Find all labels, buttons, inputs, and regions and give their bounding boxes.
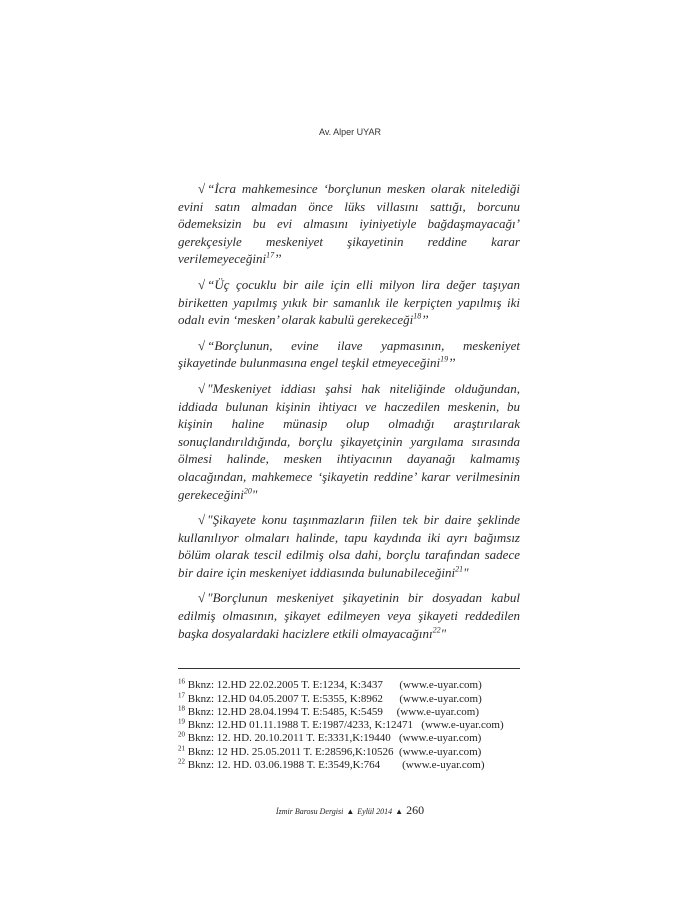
footnotes: [178, 679, 538, 772]
footnote-number: 17: [178, 690, 185, 699]
paragraph-text: "Meskeniyet iddiası şahsi hak niteliğinde olduğundan, iddiada bulunan kişinin ihtiyacı ve haczedilen meskenin, bu kişinin haline münasip olup olmadığı araştırılarak sonuçlandırıldığında, borçlu şikayetçinin yargılama sırasında ölmesi halinde, mesken ihtiyacının dayanağı kalmamış olacağından, mahkemece ‘şikayetin reddine’ karar verilmesinin gerekeceğini: [178, 380, 520, 502]
footnote-text: Bknz: 12. HD. 03.06.1988 T. E:3549,K:764 (www.e-uyar.com): [185, 759, 485, 772]
running-header: Av. Alper UYAR: [318, 127, 382, 137]
footnote-ref: 17: [266, 251, 275, 261]
issue-date: Eylül 2014: [357, 807, 393, 817]
footnote-divider: [178, 668, 520, 669]
checkmark-icon: √: [198, 181, 206, 196]
separator-icon: ▲: [346, 807, 355, 817]
checkmark-icon: √: [198, 512, 206, 528]
separator-icon: ▲: [395, 807, 404, 817]
footnote-ref: 19: [440, 355, 449, 365]
footnote-number: 19: [178, 717, 185, 726]
footnote-text: Bknz: 12.HD 04.05.2007 T. E:5355, K:8962 (www.e-uyar.com): [185, 692, 482, 705]
footnote: [178, 706, 538, 719]
checkmark-icon: √: [198, 380, 206, 396]
quote-paragraph: [178, 380, 520, 503]
page-number: 260: [406, 803, 425, 818]
footnote-text: Bknz: 12. HD. 20.10.2011 T. E:3331,K:19440 (www.e-uyar.com): [185, 732, 482, 745]
footnote-text: Bknz: 12.HD 22.02.2005 T. E:1234, K:3437 (www.e-uyar.com): [185, 679, 482, 692]
footnote-text: Bknz: 12.HD 28.04.1994 T. E:5485, K:5459 (www.e-uyar.com): [185, 705, 480, 718]
quote-paragraph: [178, 589, 520, 642]
quote-paragraph: [178, 511, 520, 581]
checkmark-icon: √: [198, 276, 206, 292]
paragraph-text: "Borçlunun meskeniyet şikayetinin bir dosyadan kabul edilmiş olmasının, şikayet edilmeyen veya şikayeti reddedilen başka dosyalardaki hacizlere etkili olmayacağını: [178, 590, 520, 641]
journal-name: İzmir Barosu Dergisi: [275, 807, 344, 817]
footnote-ref: 21: [455, 564, 464, 574]
footnote: [178, 759, 538, 772]
paragraph-text: “Üç çocuklu bir aile için elli milyon lira değer taşıyan biriketten yapılmış yıkık bir samanlık ile kerpiçten yapılmış iki odalı evin ‘mesken’ olarak kabulü gerekeceği: [178, 276, 520, 328]
footnote-number: 16: [178, 677, 185, 686]
footnote-ref: 18: [413, 311, 422, 321]
footnote-number: 21: [178, 744, 185, 753]
checkmark-icon: √: [198, 337, 206, 353]
footnote: [178, 679, 538, 692]
paragraph-text: “İcra mahkemesince ‘borçlunun mesken olarak nitelediği evini satın almadan önce lüks villasını sattığı, borcunu ödemeksizin bu evi almasını iyiniyetiyle bağdaşmayacağı’ gerekçesiyle meskeniyet şikayetinin reddine karar verilemeyeceğini: [178, 181, 520, 267]
closing-quote: ": [440, 625, 447, 641]
footnote-number: 22: [178, 757, 185, 766]
quote-paragraph: [178, 337, 520, 372]
quote-paragraph: [178, 180, 520, 268]
closing-quote: ": [251, 486, 258, 502]
quote-paragraph: [178, 276, 520, 329]
closing-quote: ’’: [421, 312, 429, 328]
footnote-text: Bknz: 12 HD. 25.05.2011 T. E:28596,K:10526 (www.e-uyar.com): [185, 745, 482, 758]
footnote: [178, 690, 538, 706]
paragraph-text: "Şikayete konu taşınmazların fiilen tek bir daire şeklinde kullanılıyor olmaları halinde, tapu kaydında iki ayrı bağımsız bölüm olarak tescil edilmiş olsa dahi, borçlu tarafından sadece bir daire için meskeniyet iddiasında bulunabileceğini: [178, 512, 520, 580]
footnote-text: Bknz: 12.HD 01.11.1988 T. E:1987/4233, K:12471 (www.e-uyar.com): [185, 719, 504, 732]
footnote: [178, 732, 538, 745]
footnote-ref: 20: [243, 486, 252, 496]
footnote-number: 20: [178, 730, 185, 739]
footnote: [178, 719, 538, 732]
footnote-number: 18: [178, 704, 185, 713]
closing-quote: ’’: [274, 251, 282, 267]
body-text: [178, 180, 520, 642]
closing-quote: ’’: [448, 355, 456, 371]
footnote: [178, 746, 538, 759]
page-footer: [0, 802, 700, 820]
footnote-ref: 22: [432, 625, 441, 635]
checkmark-icon: √: [198, 590, 206, 606]
closing-quote: ": [463, 564, 469, 580]
paragraph-text: “Borçlunun, evine ilave yapmasının, meskeniyet şikayetinde bulunmasına engel teşkil etmeyeceğini: [178, 337, 520, 371]
